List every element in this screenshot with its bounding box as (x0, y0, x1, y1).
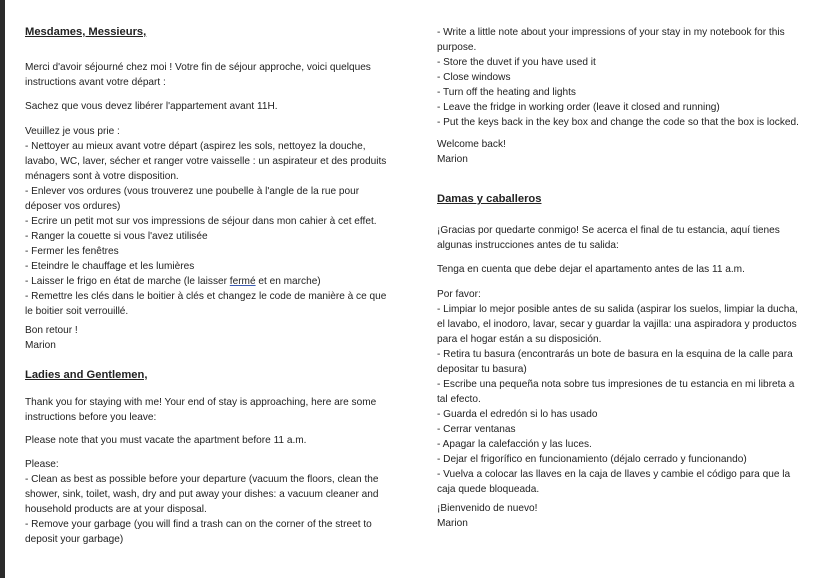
french-please: Veuillez je vous prie : (25, 126, 120, 137)
spanish-heading: Damas y caballeros (437, 193, 542, 205)
spanish-item-line: - Escribe una pequeña nota sobre tus impresiones de tu estancia en mi libreta a (437, 379, 795, 390)
english-item-line: - Turn off the heating and lights (437, 87, 576, 98)
english-signoff (437, 137, 506, 167)
english-item-line: purpose. (437, 42, 477, 53)
spanish-item-line: - Vuelva a colocar las llaves en la caja de llaves y cambie el código para que la (437, 469, 791, 480)
french-instructions (25, 124, 411, 319)
english-item-line: - Clean as best as possible before your departure (vacuum the floors, clean the (25, 474, 379, 485)
english-instructions-right (437, 25, 823, 130)
french-goodbye: Bon retour ! (25, 325, 78, 336)
french-intro-line-1: Merci d'avoir séjourné chez moi ! Votre fin de séjour approche, voici quelques (25, 62, 371, 73)
english-please: Please: (25, 459, 59, 470)
french-item-line: - Eteindre le chauffage et les lumières (25, 261, 195, 272)
french-item-line: - Ecrire un petit mot sur vos impressions de séjour dans mon cahier à cet effet. (25, 216, 377, 227)
french-item-line: lavabo, WC, laver, sécher et ranger votre vaisselle : un aspirateur et des produits (25, 156, 387, 167)
french-keys-line-1: - Remettre les clés dans le boitier à clés et changez le code de manière à ce que (25, 291, 387, 302)
english-item-line: - Write a little note about your impressions of your stay in my notebook for this (437, 27, 785, 38)
french-item-line: déposer vos ordures) (25, 201, 121, 212)
french-signature: Marion (25, 340, 56, 351)
french-fridge-part-a: - Laisser le frigo en état de marche (le laisser (25, 276, 230, 287)
spanish-item-line: - Limpiar lo mejor posible antes de su salida (aspirar los suelos, limpiar la ducha, (437, 304, 798, 315)
spanish-item-line: - Guarda el edredón si lo has usado (437, 409, 598, 420)
french-signoff (25, 323, 78, 353)
french-item-line: ménagers sont à votre disposition. (25, 171, 179, 182)
english-instructions-left (25, 457, 411, 547)
french-intro-line-2: instructions avant votre départ : (25, 77, 166, 88)
spanish-item-line: - Dejar el frigorífico en funcionamiento (déjalo cerrado y funcionando) (437, 454, 747, 465)
spanish-intro (437, 223, 823, 253)
french-heading: Mesdames, Messieurs, (25, 26, 147, 38)
spanish-intro-line-1: ¡Gracias por quedarte conmigo! Se acerca el final de tu estancia, aquí tienes (437, 225, 780, 236)
french-vacate-note: Sachez que vous devez libérer l'appartement avant 11H. (25, 101, 278, 112)
english-signature: Marion (437, 154, 468, 165)
english-goodbye: Welcome back! (437, 139, 506, 150)
english-item-line: - Leave the fridge in working order (leave it closed and running) (437, 102, 720, 113)
english-item-line: deposit your garbage) (25, 534, 124, 545)
french-fridge-line (25, 274, 411, 289)
english-item-line: - Put the keys back in the key box and change the code so that the box is locked. (437, 117, 799, 128)
spanish-please: Por favor: (437, 289, 481, 300)
french-keys-line-2: le boitier soit verrouillé. (25, 306, 129, 317)
french-item-line: - Nettoyer au mieux avant votre départ (aspirez les sols, nettoyez la douche, (25, 141, 366, 152)
spanish-item-line: para el hogar están a su disposición. (437, 334, 602, 345)
english-item-line: - Close windows (437, 72, 511, 83)
spanish-goodbye: ¡Bienvenido de nuevo! (437, 503, 538, 514)
spanish-item-line: - Apagar la calefacción y las luces. (437, 439, 592, 450)
english-intro-line-1: Thank you for staying with me! Your end of stay is approaching, here are some (25, 397, 377, 408)
spanish-intro-line-2: algunas instrucciones antes de tu salida: (437, 240, 619, 251)
spanish-item-line: depositar tu basura) (437, 364, 527, 375)
spanish-item-line: tal efecto. (437, 394, 481, 405)
spanish-instructions (437, 287, 823, 497)
spanish-signoff (437, 501, 537, 531)
english-item-line: - Store the duvet if you have used it (437, 57, 596, 68)
english-vacate-note: Please note that you must vacate the apartment before 11 a.m. (25, 435, 307, 446)
spanish-item-line: - Cerrar ventanas (437, 424, 516, 435)
left-page-edge (0, 0, 5, 578)
spanish-item-line: caja quede bloqueada. (437, 484, 540, 495)
spanish-signature: Marion (437, 518, 468, 529)
english-intro (25, 395, 411, 425)
french-intro (25, 60, 411, 90)
english-heading: Ladies and Gentlemen, (25, 369, 148, 381)
french-item-line: - Ranger la couette si vous l'avez utilisée (25, 231, 208, 242)
spanish-item-line: el lavabo, el inodoro, lavar, secar y guardar la vajilla: una aspiradora y productos (437, 319, 797, 330)
english-item-line: shower, sink, toilet, wash, dry and put away your dishes: a vacuum cleaner and (25, 489, 379, 500)
french-fridge-part-c: et en marche) (255, 276, 321, 287)
english-item-line: - Remove your garbage (you will find a trash can on the corner of the street to (25, 519, 372, 530)
french-item-line: - Fermer les fenêtres (25, 246, 119, 257)
english-item-line: household products are at your disposal. (25, 504, 207, 515)
spanish-vacate-note: Tenga en cuenta que debe dejar el apartamento antes de las 11 a.m. (437, 264, 745, 275)
french-fridge-underlined-word: fermé (229, 276, 256, 287)
spanish-item-line: - Retira tu basura (encontrarás un bote de basura en la esquina de la calle para (437, 349, 793, 360)
french-item-line: - Enlever vos ordures (vous trouverez une poubelle à l'angle de la rue pour (25, 186, 360, 197)
english-intro-line-2: instructions before you leave: (25, 412, 157, 423)
